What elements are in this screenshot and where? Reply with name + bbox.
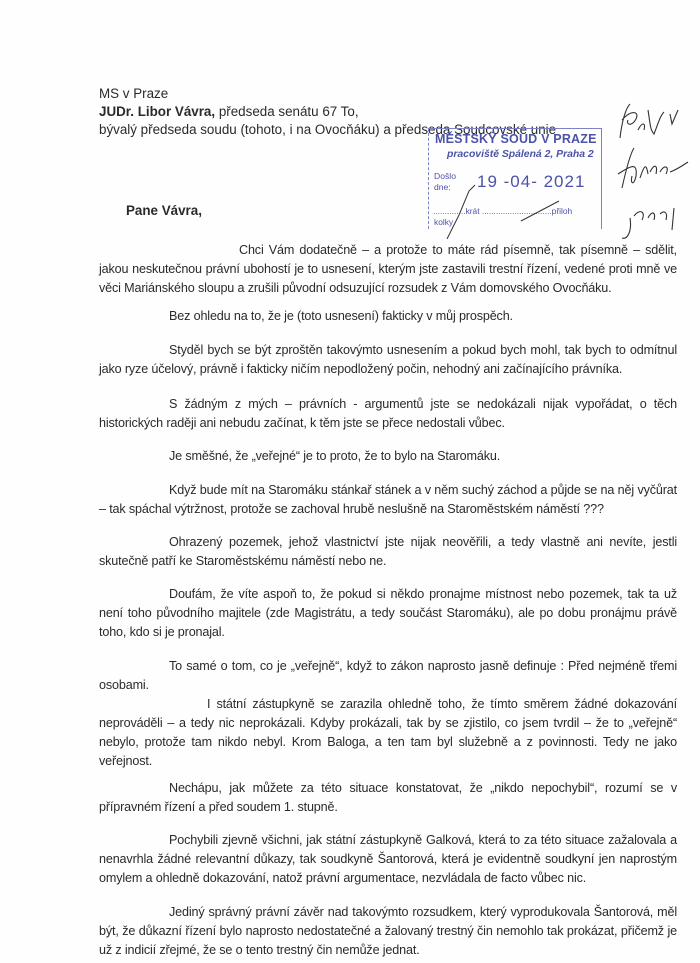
- paragraph: [99, 831, 677, 888]
- stamp-pen-strokes: [429, 129, 601, 239]
- salutation: Pane Vávra,: [126, 203, 202, 218]
- paragraph-text: Styděl bych se být zproštěn takovýmto usnesením a pokud bych mohl, tak bych to odmítnul jako ryze účelový, právně i fakticky ničím nepodložený počin, nehodný ani začínajícího právníka.: [99, 343, 677, 376]
- stamp-kolky-label: kolky: [434, 217, 454, 227]
- recipient-name-line: [99, 103, 359, 121]
- paragraph-text: I státní zástupkyně se zarazila ohledně toho, že tímto směrem žádné dokazování neprováděli – a tedy nic neprokázali. Kdyby prokázali, tak by se zjistilo, co jsem tvrdil – že to „veřejně“ nebylo, protože tam nikdo nebyl. Krom Baloga, a ten tam byl služebně a z povinnosti. Tedy ne jako veřejnost.: [99, 697, 677, 768]
- paragraph: [99, 695, 677, 771]
- paragraph: [99, 657, 677, 695]
- paragraph: [99, 779, 677, 817]
- paragraph: [99, 903, 677, 960]
- recipient-name: JUDr. Libor Vávra,: [99, 104, 216, 119]
- paragraph: [99, 341, 677, 379]
- court-receipt-stamp: [428, 128, 602, 229]
- paragraph: [99, 447, 677, 466]
- paragraph: [99, 585, 677, 642]
- recipient-role: předseda senátu 67 To,: [215, 104, 359, 119]
- paragraph-text: Chci Vám dodatečně – a protože to máte rád písemně, tak písemně – sdělit, jakou neskutečnou právní ubohostí je to usnesení, kterým jste zastavili trestní řízení, vedené proti mně ve věci Mariánského sloupu a zrušili původní odsuzující rozsudek z Vám domovského Ovocňáku.: [99, 243, 677, 295]
- paragraph: [99, 307, 677, 326]
- paragraph-text: Ohrazený pozemek, jehož vlastnictví jste nijak neověřili, a tedy vlastně ani nevíte, jestli skutečně patří ke Staroměstskému náměstí nebo ne.: [99, 535, 677, 568]
- paragraph-text: Nechápu, jak můžete za této situace konstatovat, že „nikdo nepochybil“, rozumí se v přípravném řízení a před soudem 1. stupně.: [99, 781, 677, 814]
- stamp-title: MĚSTSKÝ SOUD V PRAZE: [435, 132, 597, 146]
- stamp-received-label-2: dne:: [434, 182, 451, 192]
- stamp-received-label-1: Došlo: [434, 171, 456, 181]
- stamp-count-line: ..............krát ..............................přiloh: [433, 206, 573, 216]
- handwritten-annotations-icon: [612, 100, 692, 250]
- paragraph-text: Jediný správný právní závěr nad takovýmto rozsudkem, který vyprodukovala Šantorová, měl být, že důkazní řízení bylo naprosto nedostatečné a žalovaný trestný čin nemohlo tak prokázat, přičemž je už z indicií zřejmé, že se o tento trestný čin nemůže jednat.: [99, 905, 677, 957]
- paragraph: [99, 241, 677, 298]
- paragraph-text: Doufám, že víte aspoň to, že pokud si někdo pronajme místnost nebo pozemek, tak ta už není toho původního majitele (zde Magistrátu, a tedy součást Staromáku), ale po dobu pronájmu právě toho, kdo si je pronajal.: [99, 587, 677, 639]
- paragraph-text: Je směšné, že „veřejné“ je to proto, že to bylo na Staromáku.: [169, 449, 501, 463]
- paragraph: [99, 395, 677, 433]
- recipient-court: MS v Praze: [99, 86, 169, 101]
- paragraph-text: Když bude mít na Staromáku stánkař stánek a v něm suchý záchod a půjde se na něj vyčůrat – tak spáchal výtržnost, protože se zachoval hrubě neslušně na Staroměstském náměstí ???: [99, 483, 677, 516]
- paragraph: [99, 481, 677, 519]
- paragraph-text: Bez ohledu na to, že je (toto usnesení) fakticky v můj prospěch.: [169, 309, 513, 323]
- recipient-former-role: bývalý předseda soudu (tohoto, i na Ovocňáku) a předseda Soudcovské unie: [99, 122, 557, 137]
- paragraph-text: S žádným z mých – právních - argumentů jste se nedokázali nijak vypořádat, o těch historických raději ani nebudu začínat, k těm jste se přece nedostali vůbec.: [99, 397, 677, 430]
- paragraph-text: Pochybili zjevně všichni, jak státní zástupkyně Galková, která to za této situace zažalovala a nenavrhla žádné relevantní důkazy, tak soudkyně Šantorová, která je evidentně soudkyní jen naprostým omylem a ohledně dokazování, natož právní argumentace, nezvládala de facto vůbec nic.: [99, 833, 677, 885]
- paragraph: [99, 533, 677, 571]
- stamp-date: 19 -04- 2021: [477, 172, 586, 191]
- paragraph-text: To samé o tom, co je „veřejně“, když to zákon naprosto jasně definuje : Před nejméně třemi osobami.: [99, 659, 677, 692]
- stamp-address: pracoviště Spálená 2, Praha 2: [447, 149, 594, 160]
